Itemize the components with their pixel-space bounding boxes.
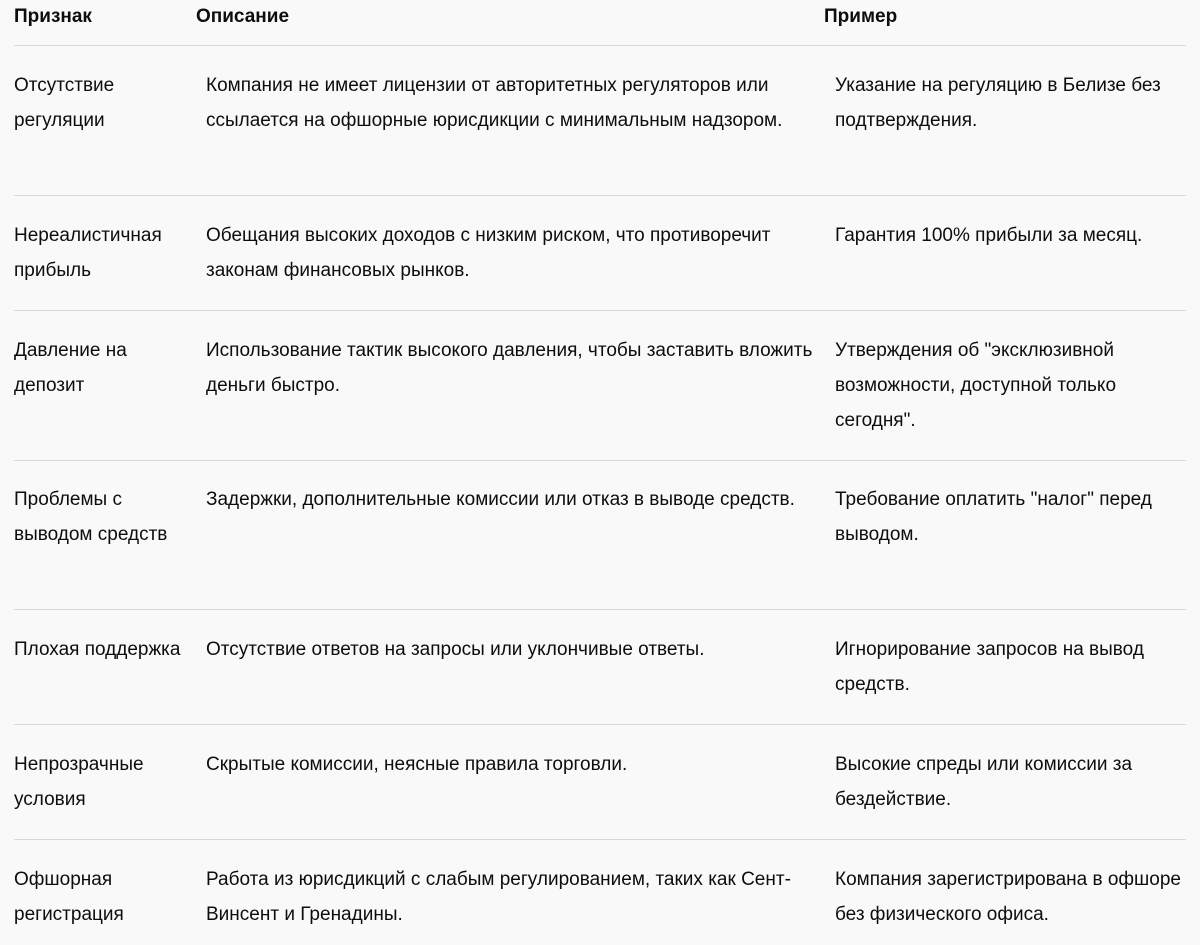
cell-sign: Проблемы с выводом средств [14, 489, 168, 545]
row-divider [14, 195, 1186, 196]
cell-description: Задержки, дополнительные комиссии или отказ в выводе средств. [206, 489, 795, 510]
row-divider [14, 310, 1186, 311]
cell-sign: Отсутствие регуляции [14, 75, 115, 131]
row-divider [14, 724, 1186, 725]
cell-description: Использование тактик высокого давления, чтобы заставить вложить деньги быстро. [206, 340, 813, 396]
header-example: Пример [824, 6, 898, 27]
cell-description: Работа из юрисдикций с слабым регулированием, таких как Сент-Винсент и Гренадины. [206, 869, 791, 925]
cell-sign: Нереалистичная прибыль [14, 225, 162, 281]
row-divider [14, 609, 1186, 610]
cell-example: Компания зарегистрирована в офшоре без физического офиса. [835, 869, 1181, 925]
cell-example: Игнорирование запросов на вывод средств. [835, 639, 1144, 695]
cell-sign: Непрозрачные условия [14, 754, 144, 810]
cell-description: Отсутствие ответов на запросы или уклончивые ответы. [206, 639, 705, 660]
cell-sign: Плохая поддержка [14, 639, 181, 660]
header-sign: Признак [14, 6, 92, 27]
header-description: Описание [196, 6, 290, 27]
cell-example: Указание на регуляцию в Белизе без подтверждения. [835, 75, 1161, 131]
cell-example: Гарантия 100% прибыли за месяц. [835, 225, 1143, 246]
cell-example: Требование оплатить "налог" перед выводом. [835, 489, 1152, 545]
cell-sign: Офшорная регистрация [14, 869, 124, 925]
cell-description: Обещания высоких доходов с низким риском, что противоречит законам финансовых рынков. [206, 225, 771, 281]
cell-example: Высокие спреды или комиссии за бездействие. [835, 754, 1133, 810]
cell-sign: Давление на депозит [14, 340, 127, 396]
table-header-row [0, 0, 1200, 36]
cell-description: Скрытые комиссии, неясные правила торговли. [206, 754, 628, 775]
row-divider [14, 460, 1186, 461]
row-divider [14, 839, 1186, 840]
header-divider [14, 45, 1186, 46]
cell-description: Компания не имеет лицензии от авторитетных регуляторов или ссылается на офшорные юрисдикции с минимальным надзором. [206, 75, 783, 131]
cell-example: Утверждения об "эксклюзивной возможности, доступной только сегодня". [835, 340, 1117, 431]
